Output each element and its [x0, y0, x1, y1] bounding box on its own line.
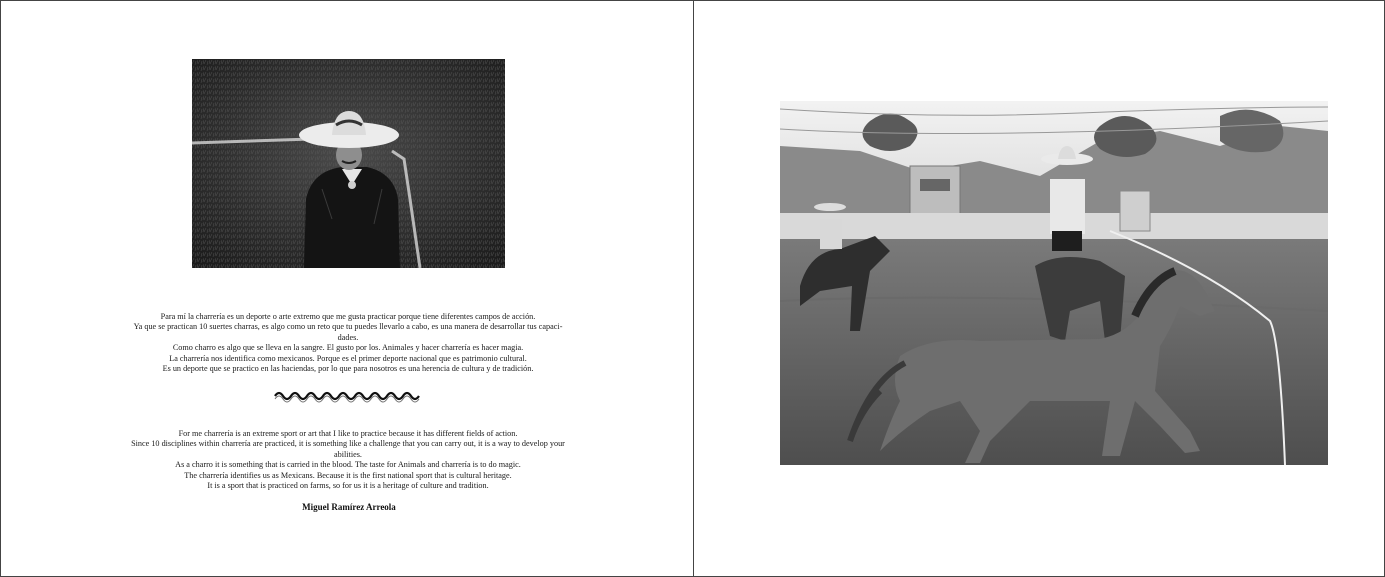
- spanish-testimony: [75, 312, 621, 374]
- text-line: Since 10 disciplines within charrería are practiced, it is something like a challenge that you can carry out, it is a way to develop your: [131, 439, 565, 449]
- english-testimony: [75, 429, 621, 491]
- text-line: Es un deporte que se practico en las haciendas, por lo que para nosotros es una herencia de cultura y de tradición.: [162, 364, 534, 374]
- text-line: As a charro it is something that is carried in the blood. The taste for Animals and charrería is to do magic.: [175, 460, 521, 470]
- text-line: It is a sport that is practiced on farms, so for us it is a heritage of culture and tradition.: [207, 481, 489, 491]
- text-line: Como charro es algo que se lleva en la sangre. El gusto por los. Animales y hacer charrería es hacer magia.: [172, 343, 524, 353]
- text-line: abilities.: [334, 449, 362, 459]
- text-line: La charrería nos identifica como mexicanos. Porque es el primer deporte nacional que es patrimonio cultural.: [169, 353, 527, 363]
- wave-ornament: [273, 389, 425, 403]
- author-signature: Miguel Ramírez Arreola: [302, 502, 396, 512]
- rodeo-horses-photo: [780, 101, 1328, 465]
- text-line: The charrería identifies us as Mexicans. Because it is the first national sport that is cultural heritage.: [184, 470, 512, 480]
- text-line: For me charrería is an extreme sport or art that I like to practice because it has different fields of action.: [178, 429, 518, 438]
- text-line: Para mí la charrería es un deporte o arte extremo que me gusta practicar porque tiene diferentes campos de acción.: [160, 312, 536, 321]
- text-line: dades.: [337, 332, 359, 342]
- text-line: Ya que se practican 10 suertes charras, es algo como un reto que tu puedes llevarlo a cabo, es una manera de desarrollar tus capaci-: [133, 322, 563, 332]
- charro-portrait-photo: [192, 59, 505, 268]
- right-page: [693, 0, 1385, 577]
